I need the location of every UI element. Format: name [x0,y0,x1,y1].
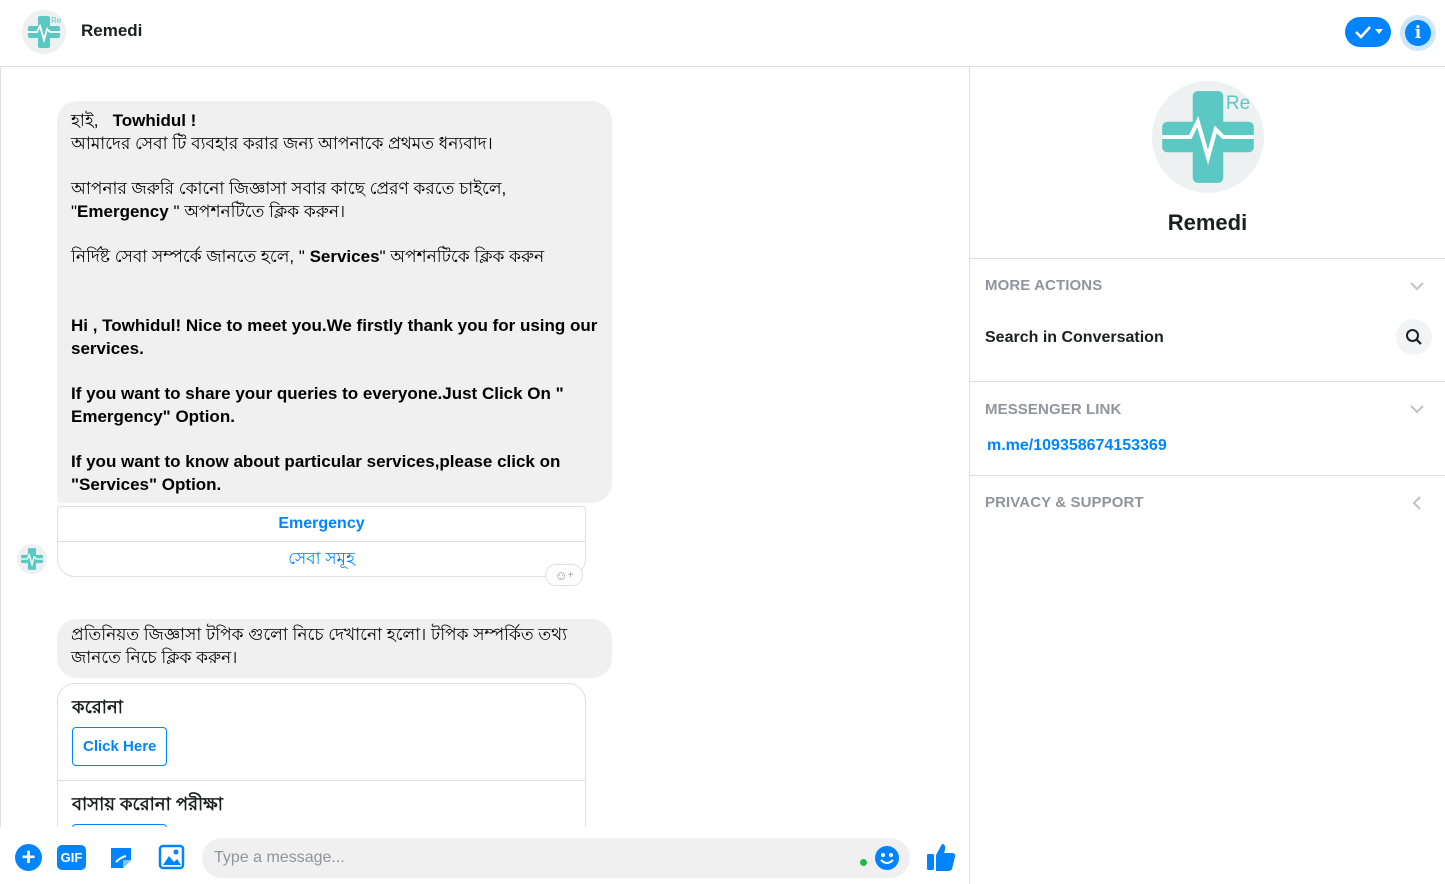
en-greeting: Hi , Towhidul! Nice to meet you.We firstly thank you for using our services. [71,316,603,358]
en-emergency: If you want to share your queries to everyone.Just Click On " Emergency" Option. [71,384,569,426]
gif-icon[interactable]: GIF [57,845,86,870]
conversation-info-button[interactable] [1400,15,1436,51]
conversation-header [0,0,1445,67]
page-avatar [1152,81,1264,193]
chevron-down-icon [1375,29,1383,35]
active-status-dot [860,859,867,866]
separator [970,475,1445,476]
thumbs-up-icon[interactable] [925,841,957,873]
en-services: If you want to know about particular services,please click on "Services" Option. [71,452,566,494]
topic-cards [57,683,586,833]
topic-title: বাসায় করোনা পরীক্ষা [72,794,223,814]
emergency-button[interactable]: Emergency [278,515,365,532]
click-here-button[interactable]: Click Here [72,727,167,766]
sticker-icon[interactable] [107,844,135,872]
emoji-icon[interactable] [874,845,900,871]
chevron-down-icon[interactable] [1408,400,1426,418]
page-name: Remedi [1167,210,1248,235]
bn-thanks: আমাদের সেবা টি ব্যবহার করার জন্য আপনাকে প্রথমত ধন্যবাদ। [71,134,493,153]
bot-avatar [17,544,47,574]
messenger-link-header[interactable]: MESSENGER LINK [985,401,1122,418]
bn-emergency-text: আপনার জরুরি কোনো জিজ্ঞাসা সবার কাছে প্রেরণ করতে চাইলে, "Emergency " অপশনটিতে ক্লিক করুন। [71,179,511,221]
greeting-line: হাই, Towhidul ! [71,111,197,130]
chevron-left-icon[interactable] [1408,494,1426,512]
quick-replies [57,506,586,577]
remedi-logo[interactable] [22,10,66,54]
more-actions-header[interactable]: MORE ACTIONS [985,277,1103,294]
services-button[interactable]: সেবা সমূহ [58,541,585,577]
conversation-title: Remedi [81,21,143,40]
topic-card [58,684,585,781]
topic-title: করোনা [72,697,123,717]
separator [970,258,1445,259]
separator [970,381,1445,382]
welcome-message [57,101,612,503]
bn-services-text: নির্দিষ্ট সেবা সম্পর্কে জানতে হলে, " Services" অপশনটিকে ক্লিক করুন [71,247,545,266]
plus-icon[interactable]: + [15,844,42,871]
chevron-down-icon[interactable] [1408,277,1426,295]
search-in-conversation[interactable]: Search in Conversation [985,329,1164,346]
message-input[interactable] [202,838,910,878]
svg-text:Re: Re [51,16,62,25]
conversation-details-panel [970,67,1445,884]
search-icon [1405,328,1423,346]
topics-intro-message: প্রতিনিয়ত জিজ্ঞাসা টপিক গুলো নিচে দেখানো হলো। টপিক সম্পর্কিত তথ্য জানতে নিচে ক্লিক করুন। [57,619,612,678]
reaction-icon[interactable]: ☺ + [545,564,583,586]
composer [0,827,969,884]
mark-done-button[interactable] [1345,17,1391,47]
message-list[interactable] [0,67,969,827]
svg-text:Re: Re [1225,93,1251,114]
search-button[interactable] [1396,319,1432,355]
privacy-support-header[interactable]: PRIVACY & SUPPORT [985,494,1144,511]
messenger-link[interactable]: m.me/109358674153369 [987,437,1167,454]
image-icon[interactable] [158,844,185,870]
checkmark-icon [1354,25,1372,39]
info-icon: i [1405,20,1431,46]
